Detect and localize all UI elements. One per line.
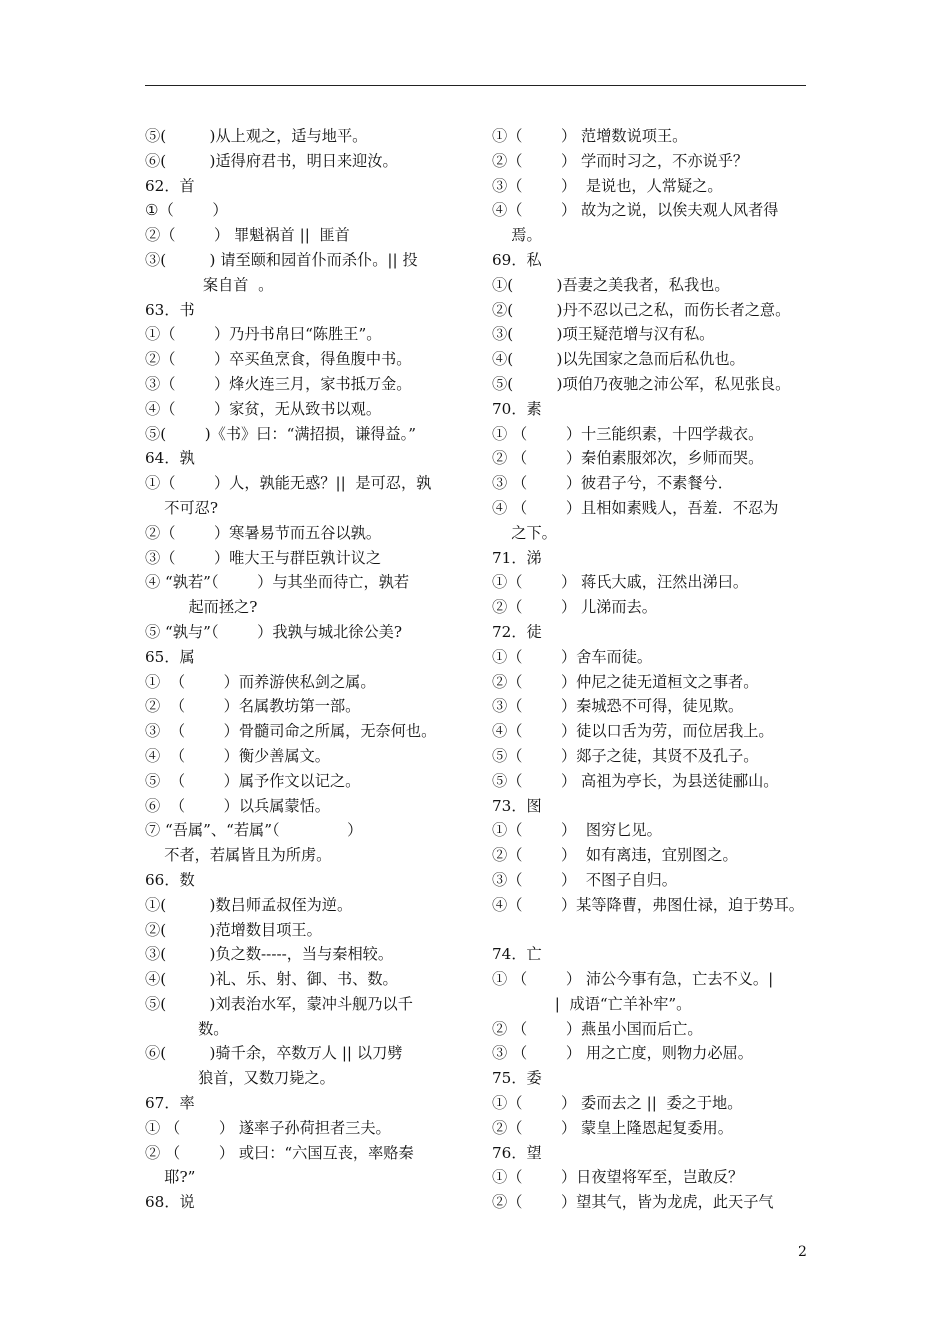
page-number: 2 (798, 1244, 807, 1260)
text-line: ③（ ）唯大王与群臣孰计议之 (145, 548, 382, 567)
text-line: 之下。 (492, 523, 557, 542)
text-line: 70．素 (492, 399, 542, 418)
text-line: ② （ ）秦伯素服郊次，乡师而哭。 (492, 449, 764, 468)
text-line: ①（ ） 委而去之 || 委之于地。 (492, 1094, 743, 1113)
text-line: ③ （ ）彼君子兮，不素餐兮． (492, 474, 733, 493)
text-line: ②（ ） 如有离违，宜别图之。 (492, 846, 738, 865)
text-line: ⑦ “吾属”、“若属”（ ） (145, 821, 363, 840)
text-line: ①（ ） 蒋氏大戚，汪然出涕曰。 (492, 573, 749, 592)
left-column (145, 124, 475, 1215)
text-line: ①（ ） 范增数说项王。 (492, 127, 688, 145)
text-line: ①（ ）日夜望将军至，岂敢反？ (492, 1168, 744, 1187)
text-line: ②（ ）卒买鱼烹食，得鱼腹中书。 (145, 350, 412, 369)
text-line: ③（ ）烽火连三月，家书抵万金。 (145, 374, 412, 393)
text-line: ⑥( )适得府君书，明日来迎汝。 (145, 151, 398, 170)
text-line: ①( )吾妻之美我者，私我也。 (492, 275, 730, 294)
text-line: ④ （ ）且相如素贱人，吾羞．不忍为 (492, 498, 779, 517)
text-line: ⑤( )从上观之，适与地平。 (145, 127, 368, 145)
text-line: ③（ ） 不图子自归。 (492, 870, 677, 889)
text-line: 67．率 (145, 1094, 195, 1113)
text-line: ⑤（ ） 高祖为亭长，为县送徒郦山。 (492, 771, 779, 790)
text-line: ④（ ）某等降曹，弗图仕禄，迫于势耳。 (492, 895, 804, 914)
text-line: 起而拯之? (145, 598, 258, 617)
text-line: | 成语“亡羊补牢”。 (492, 994, 692, 1013)
text-line: 72．徒 (492, 622, 542, 641)
text-line: ① （ ）十三能织素，十四学裁衣。 (492, 424, 764, 443)
text-line: ⑤ “孰与”（ ）我孰与城北徐公美? (145, 622, 402, 641)
text-line: ②（ ）望其气，皆为龙虎，此天子气 (492, 1193, 774, 1212)
text-line: 耶?” (145, 1168, 196, 1187)
text-line: 68．说 (145, 1193, 195, 1212)
header-rule (145, 85, 806, 86)
text-line: ④( )以先国家之急而后私仇也。 (492, 350, 745, 369)
text-line (492, 918, 822, 943)
text-line: ②( )范增数目项王。 (145, 920, 322, 939)
text-line: ①（ ） (145, 201, 228, 220)
text-line: ③( )负之数-----，当与秦相较。 (145, 945, 394, 964)
text-line: ⑤（ ）郯子之徒，其贤不及孔子。 (492, 746, 759, 765)
text-line: ⑤( )项伯乃夜驰之沛公军，私见张良。 (492, 374, 791, 393)
text-line: ①（ ）人，孰能无惑？|| 是可忍，孰 (145, 474, 432, 493)
text-line: ⑤( )刘表治水军，蒙冲斗舰乃以千 (145, 994, 413, 1013)
text-line: ④ “孰若”（ ）与其坐而待亡，孰若 (145, 573, 410, 592)
text-line: 不可忍? (145, 498, 219, 517)
text-line: 63．书 (145, 300, 195, 319)
text-line: 74．亡 (492, 945, 542, 964)
text-line: 69．私 (492, 250, 542, 269)
text-line: ③ （ ）骨髓司命之所属，无奈何也。 (145, 722, 437, 741)
text-line: ① （ ）而养游侠私剑之属。 (145, 672, 376, 691)
text-line: 73．图 (492, 796, 542, 815)
text-line: ③（ ） 是说也，人常疑之。 (492, 176, 723, 195)
text-line: ③（ ）秦城恐不可得，徒见欺。 (492, 697, 744, 716)
text-line: 75．委 (492, 1069, 542, 1088)
text-line: ⑤( )《书》曰：“满招损，谦得益。” (145, 424, 417, 443)
text-line: 71．涕 (492, 548, 542, 567)
right-column (492, 124, 822, 1215)
text-line: ②（ ） 学而时习之，不亦说乎？ (492, 151, 749, 170)
text-line: ①（ ）乃丹书帛曰“陈胜王”。 (145, 325, 382, 344)
text-line: 66．数 (145, 870, 195, 889)
text-line: 不者，若属皆且为所虏。 (145, 846, 332, 865)
text-line: ④ （ ）衡少善属文。 (145, 746, 330, 765)
text-line: ①( )数吕师孟叔侄为逆。 (145, 895, 353, 914)
text-line: 狼首，又数刀毙之。 (145, 1069, 335, 1088)
text-line: ②（ ） 罪魁祸首 || 匪首 (145, 226, 350, 245)
text-line: 65．属 (145, 647, 195, 666)
text-line: ① （ ） 遂率子孙荷担者三夫。 (145, 1118, 391, 1137)
text-line: ⑥ （ ）以兵属蒙恬。 (145, 796, 330, 815)
text-line: ② （ ）燕虽小国而后亡。 (492, 1019, 703, 1038)
text-line: ②（ ）寒暑易节而五谷以孰。 (145, 523, 382, 542)
text-line: ②( )丹不忍以己之私，而伤长者之意。 (492, 300, 791, 319)
text-line: ②（ ） 蒙皇上隆恩起复委用。 (492, 1118, 733, 1137)
text-line: ④（ ）家贫，无从致书以观。 (145, 399, 382, 418)
text-line: 焉。 (492, 226, 542, 245)
text-line: ④（ ） 故为之说，以俟夫观人风者得 (492, 201, 779, 220)
text-line: ⑤ （ ）属予作文以记之。 (145, 771, 361, 790)
text-line: 76．望 (492, 1143, 542, 1162)
text-line: ② （ ）名属教坊第一部。 (145, 697, 361, 716)
text-line: 64．孰 (145, 449, 195, 468)
text-line: 数。 (145, 1019, 229, 1038)
text-line: ②（ ）仲尼之徒无道桓文之事者。 (492, 672, 759, 691)
text-line: ①（ ） 图穷匕见。 (492, 821, 662, 840)
text-line: ⑥( )骑千余，卒数万人 || 以刀劈 (145, 1044, 403, 1063)
text-line: ③ （ ） 用之亡度，则物力必屈。 (492, 1044, 753, 1063)
text-line: ② （ ） 或曰：“六国互丧，率赂秦 (145, 1143, 414, 1162)
text-line: ④（ ）徒以口舌为劳，而位居我上。 (492, 722, 774, 741)
text-line: ① （ ） 沛公今事有急，亡去不义。| (492, 970, 774, 989)
text-line: ②（ ） 儿涕而去。 (492, 598, 657, 617)
text-line: ④( )礼、乐、射、御、书、数。 (145, 970, 398, 989)
text-line: ③( )项王疑范增与汉有私。 (492, 325, 715, 344)
text-line: 62．首 (145, 176, 195, 195)
text-line: 案自首 。 (145, 275, 274, 294)
text-line: ③( ) 请至颐和园首仆而杀仆。|| 投 (145, 250, 418, 269)
text-line: ①（ ）舍车而徒。 (492, 647, 653, 666)
